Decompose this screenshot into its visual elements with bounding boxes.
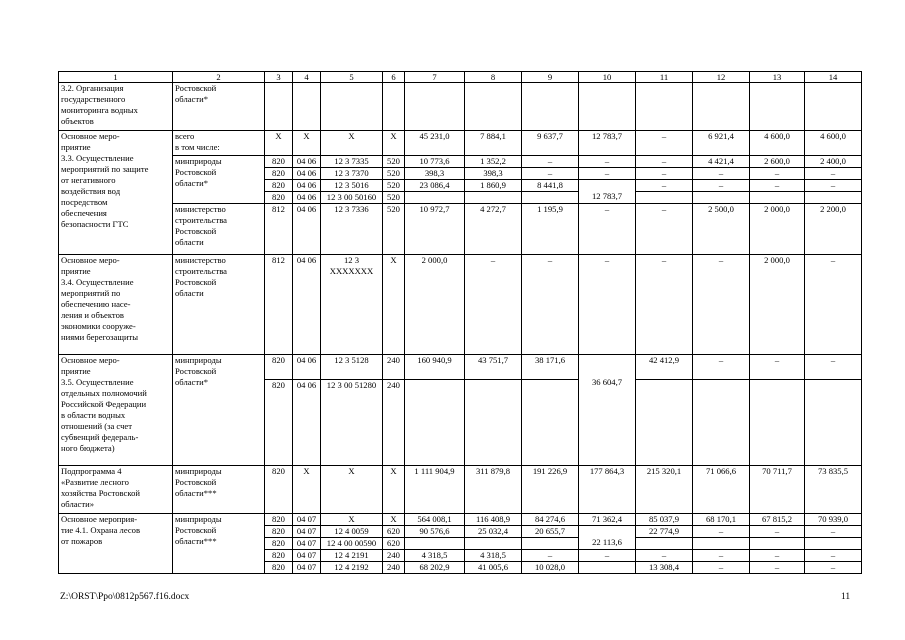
table-cell: –	[805, 562, 862, 574]
table-cell: 820	[265, 514, 293, 526]
table-cell	[405, 192, 465, 204]
table-cell: 04 06	[293, 204, 321, 255]
table-cell: 12 783,7	[579, 180, 636, 204]
table-cell: Основное меро- приятие 3.4. Осуществление мероприятий по обеспечению насе- ления и объектов экономики сооруже- ниями берегозащиты	[59, 255, 173, 355]
table-cell: 04 07	[293, 526, 321, 538]
table-cell	[750, 538, 805, 550]
table-cell: X	[265, 131, 293, 156]
table-cell: 4 600,0	[750, 131, 805, 156]
table-cell: 116 408,9	[465, 514, 522, 526]
table-cell: X	[321, 131, 383, 156]
table-cell: 820	[265, 562, 293, 574]
table-cell: –	[579, 550, 636, 562]
table-cell: 04 06	[293, 355, 321, 380]
table-row	[59, 204, 862, 255]
table-cell: X	[383, 131, 405, 156]
table-cell: 12 783,7	[579, 131, 636, 156]
table-cell	[636, 192, 693, 204]
table-cell	[693, 380, 750, 466]
table-cell: 45 231,0	[405, 131, 465, 156]
table-cell: X	[383, 255, 405, 355]
table-cell: –	[579, 204, 636, 255]
column-number: 14	[805, 72, 862, 83]
column-number: 8	[465, 72, 522, 83]
table-cell: 25 032,4	[465, 526, 522, 538]
table-cell	[522, 380, 579, 466]
table-cell: 6 921,4	[693, 131, 750, 156]
table-cell: –	[579, 255, 636, 355]
column-number: 2	[173, 72, 265, 83]
table-cell: 42 412,9	[636, 355, 693, 380]
table-cell: 12 4 00 00590	[321, 538, 383, 550]
table-cell: 70 939,0	[805, 514, 862, 526]
table-cell: 2 600,0	[750, 156, 805, 168]
table-cell: 12 3 7335	[321, 156, 383, 168]
table-cell: –	[636, 180, 693, 192]
table-cell: минприроды Ростовской области*	[173, 156, 265, 204]
table-cell: 620	[383, 538, 405, 550]
table-cell	[405, 83, 465, 131]
column-number: 3	[265, 72, 293, 83]
table-cell	[805, 380, 862, 466]
table-cell: минприроды Ростовской области***	[173, 466, 265, 514]
table-cell: X	[383, 466, 405, 514]
table-cell: 85 037,9	[636, 514, 693, 526]
table-cell: 2 200,0	[805, 204, 862, 255]
column-number: 9	[522, 72, 579, 83]
table-cell: 71 066,6	[693, 466, 750, 514]
column-number: 10	[579, 72, 636, 83]
column-number-row	[59, 72, 862, 83]
table-cell: минприроды Ростовской области***	[173, 514, 265, 574]
table-cell: –	[636, 156, 693, 168]
table-cell	[693, 538, 750, 550]
table-cell	[750, 380, 805, 466]
table-cell: 4 318,5	[465, 550, 522, 562]
table-cell: 22 113,6	[579, 526, 636, 550]
table-cell: 04 07	[293, 550, 321, 562]
table-cell: 240	[383, 355, 405, 380]
table-cell: –	[693, 562, 750, 574]
column-number: 1	[59, 72, 173, 83]
table-cell	[693, 83, 750, 131]
table-cell: 04 07	[293, 538, 321, 550]
table-cell	[522, 538, 579, 550]
page-number: 11	[841, 592, 851, 602]
column-number: 6	[383, 72, 405, 83]
table-cell: –	[750, 180, 805, 192]
table-cell: 4 272,7	[465, 204, 522, 255]
table-cell: 191 226,9	[522, 466, 579, 514]
table-cell: 8 441,8	[522, 180, 579, 192]
table-cell	[405, 380, 465, 466]
table-cell: 10 028,0	[522, 562, 579, 574]
table-cell: 2 400,0	[805, 156, 862, 168]
table-cell: 4 421,4	[693, 156, 750, 168]
table-cell: –	[522, 168, 579, 180]
table-cell: 812	[265, 204, 293, 255]
column-number: 4	[293, 72, 321, 83]
table-cell: Основное меро- приятие 3.3. Осуществление мероприятий по защите от негативного воздействия вод посредством обеспечения безопасности ГТС	[59, 131, 173, 255]
table-cell: –	[750, 355, 805, 380]
table-cell: 41 005,6	[465, 562, 522, 574]
table-cell: –	[805, 168, 862, 180]
table-cell	[636, 380, 693, 466]
table-cell: 04 06	[293, 168, 321, 180]
table-cell: 12 3 5016	[321, 180, 383, 192]
table-cell: 12 4 2192	[321, 562, 383, 574]
table-cell: 10 773,6	[405, 156, 465, 168]
table-cell	[321, 83, 383, 131]
table-cell: 12 3 7370	[321, 168, 383, 180]
table-cell: –	[579, 156, 636, 168]
table-cell: –	[805, 526, 862, 538]
table-cell	[465, 380, 522, 466]
table-cell: 90 576,6	[405, 526, 465, 538]
table-cell: 311 879,8	[465, 466, 522, 514]
table-cell: –	[636, 168, 693, 180]
table-cell: 23 086,4	[405, 180, 465, 192]
file-path: Z:\ORST\Ppo\0812p567.f16.docx	[60, 592, 190, 602]
table-cell: 9 637,7	[522, 131, 579, 156]
table-cell: 84 274,6	[522, 514, 579, 526]
table-cell: 520	[383, 192, 405, 204]
table-cell: –	[693, 255, 750, 355]
table-cell: 820	[265, 526, 293, 538]
table-cell: 215 320,1	[636, 466, 693, 514]
table-cell: –	[636, 204, 693, 255]
table-cell: 398,3	[405, 168, 465, 180]
table-row	[59, 131, 862, 156]
table-row	[59, 156, 862, 168]
table-cell: 22 774,9	[636, 526, 693, 538]
table-cell: министерство строительства Ростовской области	[173, 204, 265, 255]
table-cell: 4 600,0	[805, 131, 862, 156]
table-cell: 04 06	[293, 192, 321, 204]
table-cell: 12 3 5128	[321, 355, 383, 380]
table-cell	[465, 538, 522, 550]
table-cell: Основное меро- приятие 3.5. Осуществление отдельных полномочий Российской Федерации в области водных отношений (за счет субвенций федераль- ного бюджета)	[59, 355, 173, 466]
table-cell: 520	[383, 156, 405, 168]
table-cell: 20 655,7	[522, 526, 579, 538]
table-cell: 564 008,1	[405, 514, 465, 526]
table-cell: 820	[265, 550, 293, 562]
table-cell: 2 500,0	[693, 204, 750, 255]
table-cell: 13 308,4	[636, 562, 693, 574]
table-cell	[579, 562, 636, 574]
table-cell: –	[805, 255, 862, 355]
table-cell: –	[636, 131, 693, 156]
table-cell: 820	[265, 180, 293, 192]
table-cell: 1 352,2	[465, 156, 522, 168]
table-cell: 38 171,6	[522, 355, 579, 380]
table-cell: 812	[265, 255, 293, 355]
table-cell: 820	[265, 380, 293, 466]
table-cell: 4 318,5	[405, 550, 465, 562]
table-cell	[465, 83, 522, 131]
table-cell: 240	[383, 562, 405, 574]
table-cell: 12 3 7336	[321, 204, 383, 255]
table-cell	[383, 83, 405, 131]
table-cell: 520	[383, 204, 405, 255]
table-cell	[805, 538, 862, 550]
table-cell: –	[522, 550, 579, 562]
table-cell: 43 751,7	[465, 355, 522, 380]
table-body	[59, 72, 862, 574]
table-cell: 12 3 00 51280	[321, 380, 383, 466]
table-cell: –	[693, 180, 750, 192]
table-cell	[750, 192, 805, 204]
table-cell: 12 4 2191	[321, 550, 383, 562]
table-cell: –	[522, 156, 579, 168]
table-cell: –	[750, 168, 805, 180]
table-cell	[265, 83, 293, 131]
table-cell	[750, 83, 805, 131]
table-cell: –	[693, 355, 750, 380]
table-cell: Подпрограмма 4 «Развитие лесного хозяйства Ростовской области»	[59, 466, 173, 514]
table-cell: –	[693, 168, 750, 180]
table-cell: 36 604,7	[579, 355, 636, 466]
table-cell: 2 000,0	[750, 204, 805, 255]
table-cell: 1 860,9	[465, 180, 522, 192]
table-cell: 398,3	[465, 168, 522, 180]
table-cell	[805, 83, 862, 131]
table-cell: –	[693, 526, 750, 538]
table-cell: 820	[265, 168, 293, 180]
table-cell: 70 711,7	[750, 466, 805, 514]
table-cell: X	[321, 466, 383, 514]
table-cell: 71 362,4	[579, 514, 636, 526]
column-number: 11	[636, 72, 693, 83]
table-cell: 04 06	[293, 156, 321, 168]
table-cell: 04 07	[293, 562, 321, 574]
table-cell: всего в том числе:	[173, 131, 265, 156]
table-cell: –	[579, 168, 636, 180]
table-cell: 04 06	[293, 380, 321, 466]
table-row	[59, 514, 862, 526]
table-cell: 1 195,9	[522, 204, 579, 255]
table-cell	[579, 83, 636, 131]
table-cell: –	[805, 550, 862, 562]
table-cell: 12 3 00 50160	[321, 192, 383, 204]
table-cell: 160 940,9	[405, 355, 465, 380]
table-cell: Ростовской области*	[173, 83, 265, 131]
table-cell: 177 864,3	[579, 466, 636, 514]
table-cell	[636, 538, 693, 550]
table-cell: 1 111 904,9	[405, 466, 465, 514]
table-cell: 520	[383, 168, 405, 180]
column-number: 12	[693, 72, 750, 83]
table-cell: министерство строительства Ростовской области	[173, 255, 265, 355]
table-cell: 68 170,1	[693, 514, 750, 526]
table-cell: –	[750, 526, 805, 538]
table-cell	[636, 83, 693, 131]
table-cell	[805, 192, 862, 204]
table-cell: –	[750, 562, 805, 574]
table-cell: 820	[265, 355, 293, 380]
table-cell	[405, 538, 465, 550]
table-cell: X	[321, 514, 383, 526]
table-cell: –	[636, 550, 693, 562]
table-cell: 67 815,2	[750, 514, 805, 526]
table-cell	[693, 192, 750, 204]
table-cell: 10 972,7	[405, 204, 465, 255]
table-cell: –	[465, 255, 522, 355]
table-row	[59, 83, 862, 131]
table-row	[59, 466, 862, 514]
table-cell: 04 07	[293, 514, 321, 526]
table-cell: 2 000,0	[405, 255, 465, 355]
table-cell: 820	[265, 538, 293, 550]
table-cell: 520	[383, 180, 405, 192]
table-cell: 12 3 XXXXXXX	[321, 255, 383, 355]
table-cell: X	[383, 514, 405, 526]
table-cell: 240	[383, 550, 405, 562]
table-cell: 2 000,0	[750, 255, 805, 355]
table-cell: –	[636, 255, 693, 355]
table-cell: –	[805, 180, 862, 192]
table-cell: 240	[383, 380, 405, 466]
table-cell: Основное мероприя- тие 4.1. Охрана лесов от пожаров	[59, 514, 173, 574]
table-cell: X	[293, 131, 321, 156]
table-cell	[522, 83, 579, 131]
table-cell: 12 4 0059	[321, 526, 383, 538]
table-cell: –	[805, 355, 862, 380]
budget-table	[58, 71, 862, 574]
table-row	[59, 355, 862, 380]
table-cell: 04 06	[293, 180, 321, 192]
table-cell: 3.2. Организация государственного мониторинга водных объектов	[59, 83, 173, 131]
table-cell	[293, 83, 321, 131]
table-cell: 820	[265, 192, 293, 204]
table-cell: 820	[265, 466, 293, 514]
table-row	[59, 255, 862, 355]
table-cell: 68 202,9	[405, 562, 465, 574]
column-number: 5	[321, 72, 383, 83]
column-number: 13	[750, 72, 805, 83]
table-cell: 820	[265, 156, 293, 168]
table-cell: минприроды Ростовской области*	[173, 355, 265, 466]
table-cell: –	[522, 255, 579, 355]
table-cell: –	[750, 550, 805, 562]
table-cell	[465, 192, 522, 204]
table-cell: X	[293, 466, 321, 514]
table-cell	[522, 192, 579, 204]
table-cell: 73 835,5	[805, 466, 862, 514]
table-cell: 04 06	[293, 255, 321, 355]
column-number: 7	[405, 72, 465, 83]
table-cell: 7 884,1	[465, 131, 522, 156]
table-cell: –	[693, 550, 750, 562]
table-cell: 620	[383, 526, 405, 538]
